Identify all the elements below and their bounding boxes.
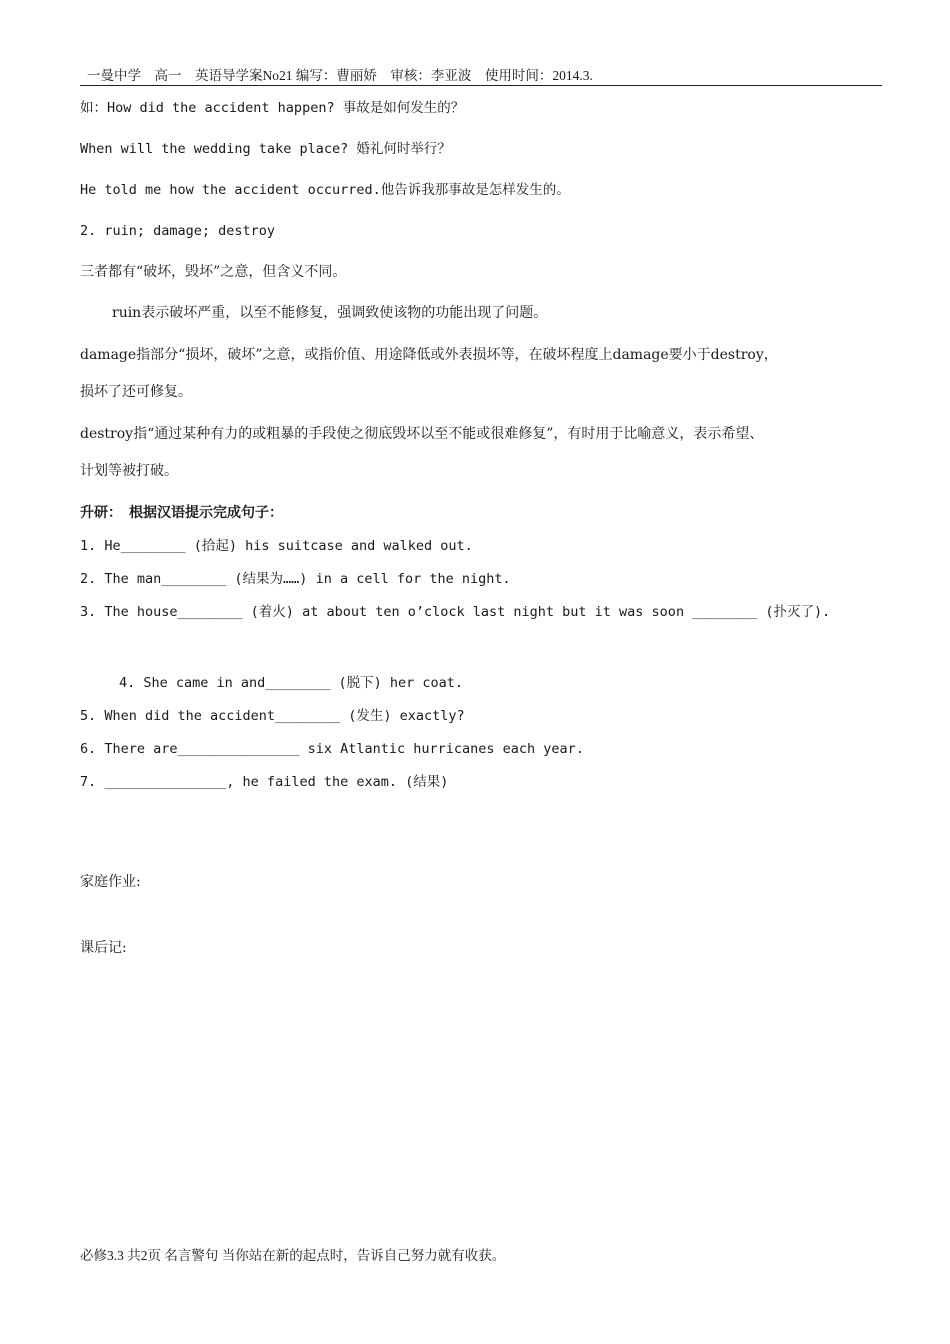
point-2-intro: 三者都有“破坏，毁坏”之意，但含义不同。 xyxy=(80,264,347,280)
ruin-description: ruin表示破坏严重，以至不能修复，强调致使该物的功能出现了问题。 xyxy=(112,305,548,321)
exercise-item-3: 3. The house________ (着火) at about ten o’clock last night but it was soon ________ (扑灭了). xyxy=(80,604,831,620)
notes-label: 课后记: xyxy=(80,940,127,956)
damage-description-line-2: 损坏了还可修复。 xyxy=(80,384,192,400)
exercise-item-5: 5. When did the accident________ (发生) exactly? xyxy=(80,708,465,724)
example-sentence-1: 如：How did the accident happen? 事故是如何发生的？ xyxy=(80,100,465,116)
destroy-description-line-2: 计划等被打破。 xyxy=(80,463,178,479)
example-sentence-3: He told me how the accident occurred.他告诉我那事故是怎样发生的。 xyxy=(80,182,570,198)
page-header: 一曼中学 高一 英语导学案No21 编写：曹丽娇 审核：李亚波 使用时间：2014.3. xyxy=(80,66,882,86)
damage-description-line-1: damage指部分“损坏，破坏”之意，或指价值、用途降低或外表损坏等，在破坏程度上damage要小于destroy， xyxy=(80,347,778,363)
exercise-item-1: 1. He________ (拾起) his suitcase and walked out. xyxy=(80,538,473,554)
exercise-item-2: 2. The man________ (结果为……) in a cell for the night. xyxy=(80,571,511,587)
example-sentence-2: When will the wedding take place? 婚礼何时举行？ xyxy=(80,141,451,157)
exercise-item-4: 4. She came in and________ (脱下) her coat. xyxy=(119,675,463,691)
homework-label: 家庭作业: xyxy=(80,874,141,890)
page-footer: 必修3.3 共2页 名言警句 当你站在新的起点时，告诉自己努力就有收获。 xyxy=(80,1248,506,1263)
exercise-item-7: 7. _______________, he failed the exam. (结果) xyxy=(80,774,449,790)
destroy-description-line-1: destroy指“通过某种有力的或粗暴的手段使之彻底毁坏以至不能或很难修复”，有时用于比喻意义，表示希望、 xyxy=(80,426,764,442)
point-2-title: 2. ruin; damage; destroy xyxy=(80,223,276,239)
exercise-title: 升研： 根据汉语提示完成句子： xyxy=(80,505,283,521)
exercise-item-6: 6. There are_______________ six Atlantic hurricanes each year. xyxy=(80,741,584,757)
